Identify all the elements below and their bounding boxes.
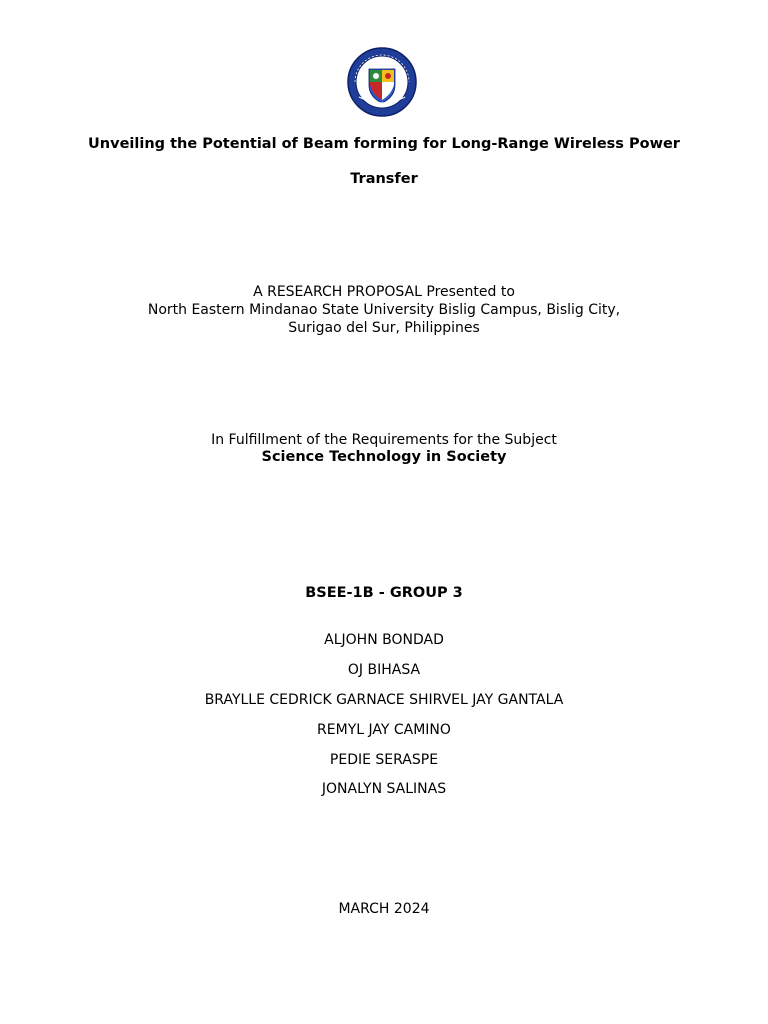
list-item: REMYL JAY CAMINO [317,722,451,738]
list-item: OJ BIHASA [347,662,421,678]
title-line-1: Unveiling the Potential of Beam forming for Long-Range Wireless Power [88,136,680,152]
fulfillment-line: In Fulfillment of the Requirements for the Subject [211,432,557,448]
proposal-line-3: Surigao del Sur, Philippines [288,320,480,336]
subject-name: Science Technology in Society [261,449,507,465]
university-seal-icon [347,47,417,117]
proposal-line-2: North Eastern Mindanao State University Bislig Campus, Bislig City, [147,302,621,318]
group-label: BSEE-1B - GROUP 3 [305,585,463,601]
list-item: ALJOHN BONDAD [324,632,444,648]
proposal-line-1: A RESEARCH PROPOSAL Presented to [253,284,515,300]
title-line-2: Transfer [350,171,418,187]
date: MARCH 2024 [338,901,430,917]
seal-graphic [347,47,417,117]
list-item: BRAYLLE CEDRICK GARNACE SHIRVEL JAY GANTALA [204,692,564,708]
list-item: PEDIE SERASPE [329,752,439,768]
list-item: JONALYN SALINAS [321,781,447,797]
